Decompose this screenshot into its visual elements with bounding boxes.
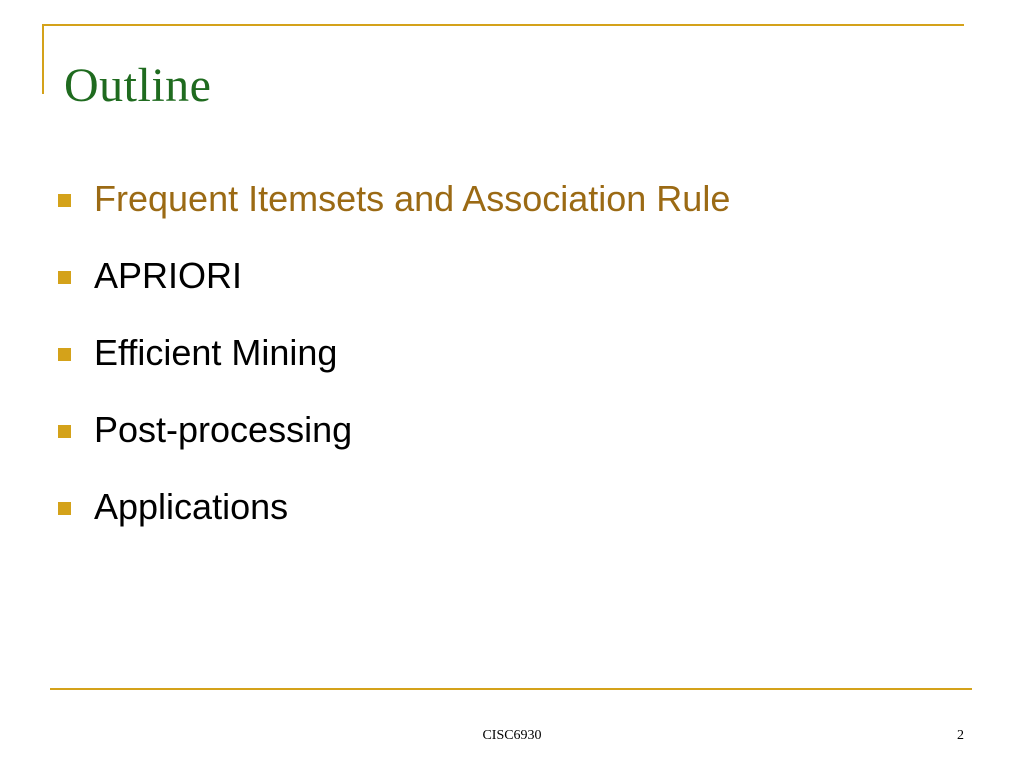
bullet-label: Frequent Itemsets and Association Rule — [94, 177, 731, 219]
slide-title: Outline — [64, 59, 212, 112]
square-bullet-icon — [58, 502, 71, 515]
frame-left-line — [42, 24, 44, 94]
bullet-item-applications — [54, 468, 730, 545]
bullet-item-frequent-itemsets — [54, 160, 730, 237]
frame-top-line — [42, 24, 964, 26]
square-bullet-icon — [58, 194, 71, 207]
bullet-label: Applications — [94, 485, 289, 527]
bullet-label: Post-processing — [94, 408, 353, 450]
bullet-list — [54, 160, 730, 545]
square-bullet-icon — [58, 348, 71, 361]
page-number: 2 — [957, 728, 964, 743]
bullet-label: Efficient Mining — [94, 331, 338, 373]
square-bullet-icon — [58, 271, 71, 284]
square-bullet-icon — [58, 425, 71, 438]
bullet-item-apriori — [54, 237, 730, 314]
bullet-item-post-processing — [54, 391, 730, 468]
bullet-item-efficient-mining — [54, 314, 730, 391]
footer-divider — [50, 688, 972, 690]
bullet-label: APRIORI — [94, 254, 243, 296]
footer-course: CISC6930 — [482, 728, 542, 743]
